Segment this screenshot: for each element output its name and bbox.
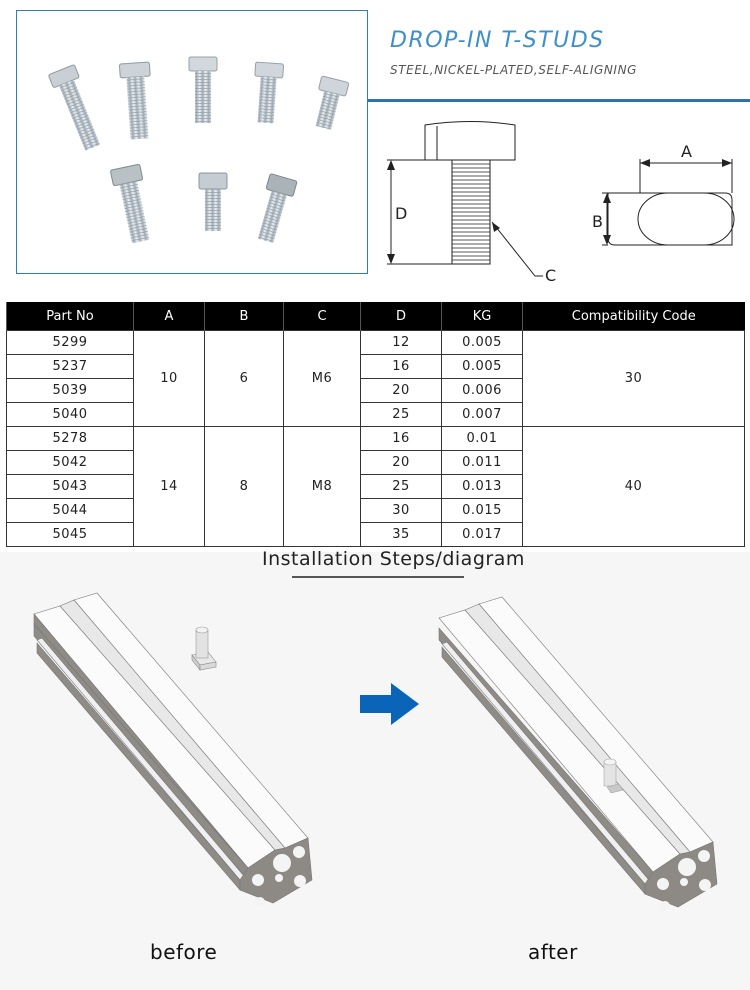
table-row: [7, 427, 745, 451]
part-no-cell: 5040: [7, 403, 134, 427]
kg-cell: 0.005: [442, 355, 523, 379]
installation-title: Installation Steps/diagram: [262, 548, 525, 570]
product-photo: [16, 10, 368, 274]
title-divider: [368, 99, 750, 102]
part-no-cell: 5039: [7, 379, 134, 403]
product-title: DROP-IN T-STUDS: [390, 28, 605, 53]
col-header-kg: KG: [442, 302, 523, 331]
d-cell: 16: [361, 355, 442, 379]
c-cell: M8: [284, 427, 361, 547]
dim-label-b: B: [592, 212, 603, 231]
part-no-cell: 5045: [7, 523, 134, 547]
kg-cell: 0.013: [442, 475, 523, 499]
part-no-cell: 5044: [7, 499, 134, 523]
part-no-cell: 5299: [7, 331, 134, 355]
table-row: [7, 331, 745, 355]
col-header-part-no: Part No: [7, 302, 134, 331]
col-header-compatibility-code: Compatibility Code: [523, 302, 745, 331]
kg-cell: 0.01: [442, 427, 523, 451]
installation-title-underline: [292, 576, 464, 578]
kg-cell: 0.006: [442, 379, 523, 403]
d-cell: 20: [361, 451, 442, 475]
d-cell: 16: [361, 427, 442, 451]
dim-label-c: C: [545, 266, 557, 285]
a-cell: 14: [134, 427, 205, 547]
compatibility-code-cell: 40: [523, 427, 745, 547]
d-cell: 35: [361, 523, 442, 547]
product-subtitle: STEEL,NICKEL-PLATED,SELF-ALIGNING: [390, 63, 638, 77]
table-header-row: [7, 302, 745, 331]
kg-cell: 0.011: [442, 451, 523, 475]
dim-label-a: A: [681, 142, 692, 161]
after-caption: after: [528, 940, 578, 964]
kg-cell: 0.005: [442, 331, 523, 355]
part-no-cell: 5278: [7, 427, 134, 451]
dimension-diagram: [375, 104, 750, 290]
before-profile-diagram: [20, 580, 330, 920]
c-cell: M6: [284, 331, 361, 427]
before-caption: before: [150, 940, 218, 964]
dim-label-d: D: [395, 204, 408, 223]
col-header-b: B: [205, 302, 284, 331]
kg-cell: 0.017: [442, 523, 523, 547]
d-cell: 30: [361, 499, 442, 523]
col-header-a: A: [134, 302, 205, 331]
part-no-cell: 5042: [7, 451, 134, 475]
d-cell: 25: [361, 403, 442, 427]
d-cell: 12: [361, 331, 442, 355]
part-no-cell: 5043: [7, 475, 134, 499]
a-cell: 10: [134, 331, 205, 427]
after-profile-diagram: [425, 584, 735, 924]
kg-cell: 0.007: [442, 403, 523, 427]
d-cell: 25: [361, 475, 442, 499]
col-header-d: D: [361, 302, 442, 331]
spec-table: [6, 302, 745, 547]
kg-cell: 0.015: [442, 499, 523, 523]
t-stud-icon: [192, 627, 216, 670]
t-stud-bolts-image: [17, 11, 367, 273]
right-arrow-icon: [358, 682, 422, 726]
b-cell: 8: [205, 427, 284, 547]
part-no-cell: 5237: [7, 355, 134, 379]
compatibility-code-cell: 30: [523, 331, 745, 427]
d-cell: 20: [361, 379, 442, 403]
b-cell: 6: [205, 331, 284, 427]
col-header-c: C: [284, 302, 361, 331]
